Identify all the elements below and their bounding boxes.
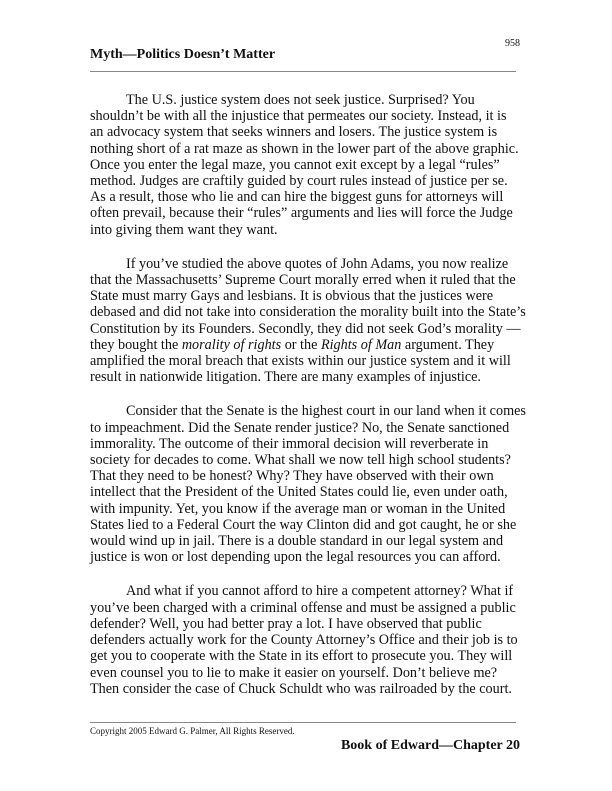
text-line: If you’ve studied the above quotes of John Adams, you now realize: [126, 255, 509, 272]
text-line: The U.S. justice system does not seek justice. Surprised? You: [126, 92, 475, 108]
paragraph: [90, 92, 518, 238]
text-line: even counsel you to lie to make it easier on yourself. Don’t believe me?: [90, 664, 498, 681]
text-line: State must marry Gays and lesbians. It is obvious that the justices were: [90, 288, 494, 305]
text-line: immorality. The outcome of their immoral decision will reverberate in: [90, 435, 489, 452]
text-line: that the Massachusetts’ Supreme Court morally erred when it ruled that the: [90, 272, 516, 289]
text-line: Once you enter the legal maze, you cannot exit except by a legal “rules”: [90, 156, 500, 173]
text-line: an advocacy system that seeks winners and losers. The justice system is: [90, 124, 498, 141]
text-line: society for decades to come. What shall we now tell high school students?: [90, 452, 511, 469]
text-line: Consider that the Senate is the highest court in our land when it comes: [126, 403, 526, 420]
text-line: to impeachment. Did the Senate render justice? No, the Senate sanctioned: [90, 419, 510, 436]
header-divider: [90, 71, 516, 72]
paragraph: [90, 583, 518, 696]
text-line: get you to cooperate with the State in its effort to prosecute you. They will: [90, 648, 513, 665]
footer-copyright: Copyright 2005 Edward G. Palmer, All Rights Reserved.: [90, 726, 295, 736]
body-text: [90, 92, 526, 715]
footer-chapter-title: Book of Edward—Chapter 20: [340, 738, 520, 753]
text-line: justice is won or lost depending upon the legal resources you can afford.: [90, 549, 501, 566]
chapter-header-title: Myth—Politics Doesn’t Matter: [90, 47, 276, 62]
text-line: And what if you cannot afford to hire a competent attorney? What if: [126, 583, 514, 600]
page-number: 958: [505, 38, 520, 49]
text-line: into giving them want they want.: [90, 221, 278, 238]
text-line: Constitution by its Founders. Secondly, they did not seek God’s morality —: [90, 320, 521, 337]
text-line: defenders actually work for the County Attorney’s Office and their job is to: [90, 632, 518, 649]
text-line: nothing short of a rat maze as shown in the lower part of the above graphic.: [90, 140, 519, 157]
text-line: intellect that the President of the United States could lie, even under oath,: [90, 484, 508, 501]
text-line: amplified the moral breach that exists within our justice system and it will: [90, 353, 511, 370]
text-line: result in nationwide litigation. There are many examples of injustice.: [90, 369, 481, 386]
text-line: Then consider the case of Chuck Schuldt who was railroaded by the court.: [90, 680, 512, 697]
text-line: often prevail, because their “rules” arguments and lies will force the Judge: [90, 205, 513, 222]
text-line: As a result, those who lie and can hire the biggest guns for attorneys will: [90, 189, 504, 206]
text-line: shouldn’t be with all the injustice that permeates our society. Instead, it is: [90, 108, 507, 125]
text-line: debased and did not take into consideration the morality built into the State’s: [90, 304, 526, 321]
text-line: you’ve been charged with a criminal offense and must be assigned a public: [90, 599, 516, 616]
text-line: with impunity. Yet, you know if the average man or woman in the United: [90, 500, 506, 517]
text-line: States lied to a Federal Court the way Clinton did and got caught, he or she: [90, 516, 517, 533]
text-line: defender? Well, you had better pray a lot. I have observed that public: [90, 615, 482, 632]
paragraph: [90, 403, 526, 566]
text-line: That they need to be honest? Why? They have observed with their own: [90, 468, 494, 485]
footer-divider: [90, 722, 516, 723]
text-line: they bought the morality of rights or the Rights of Man argument. They: [90, 336, 495, 353]
text-line: would wind up in jail. There is a double standard in our legal system and: [90, 533, 504, 550]
paragraph: [90, 255, 526, 386]
text-line: method. Judges are craftily guided by court rules instead of justice per se.: [90, 173, 508, 190]
